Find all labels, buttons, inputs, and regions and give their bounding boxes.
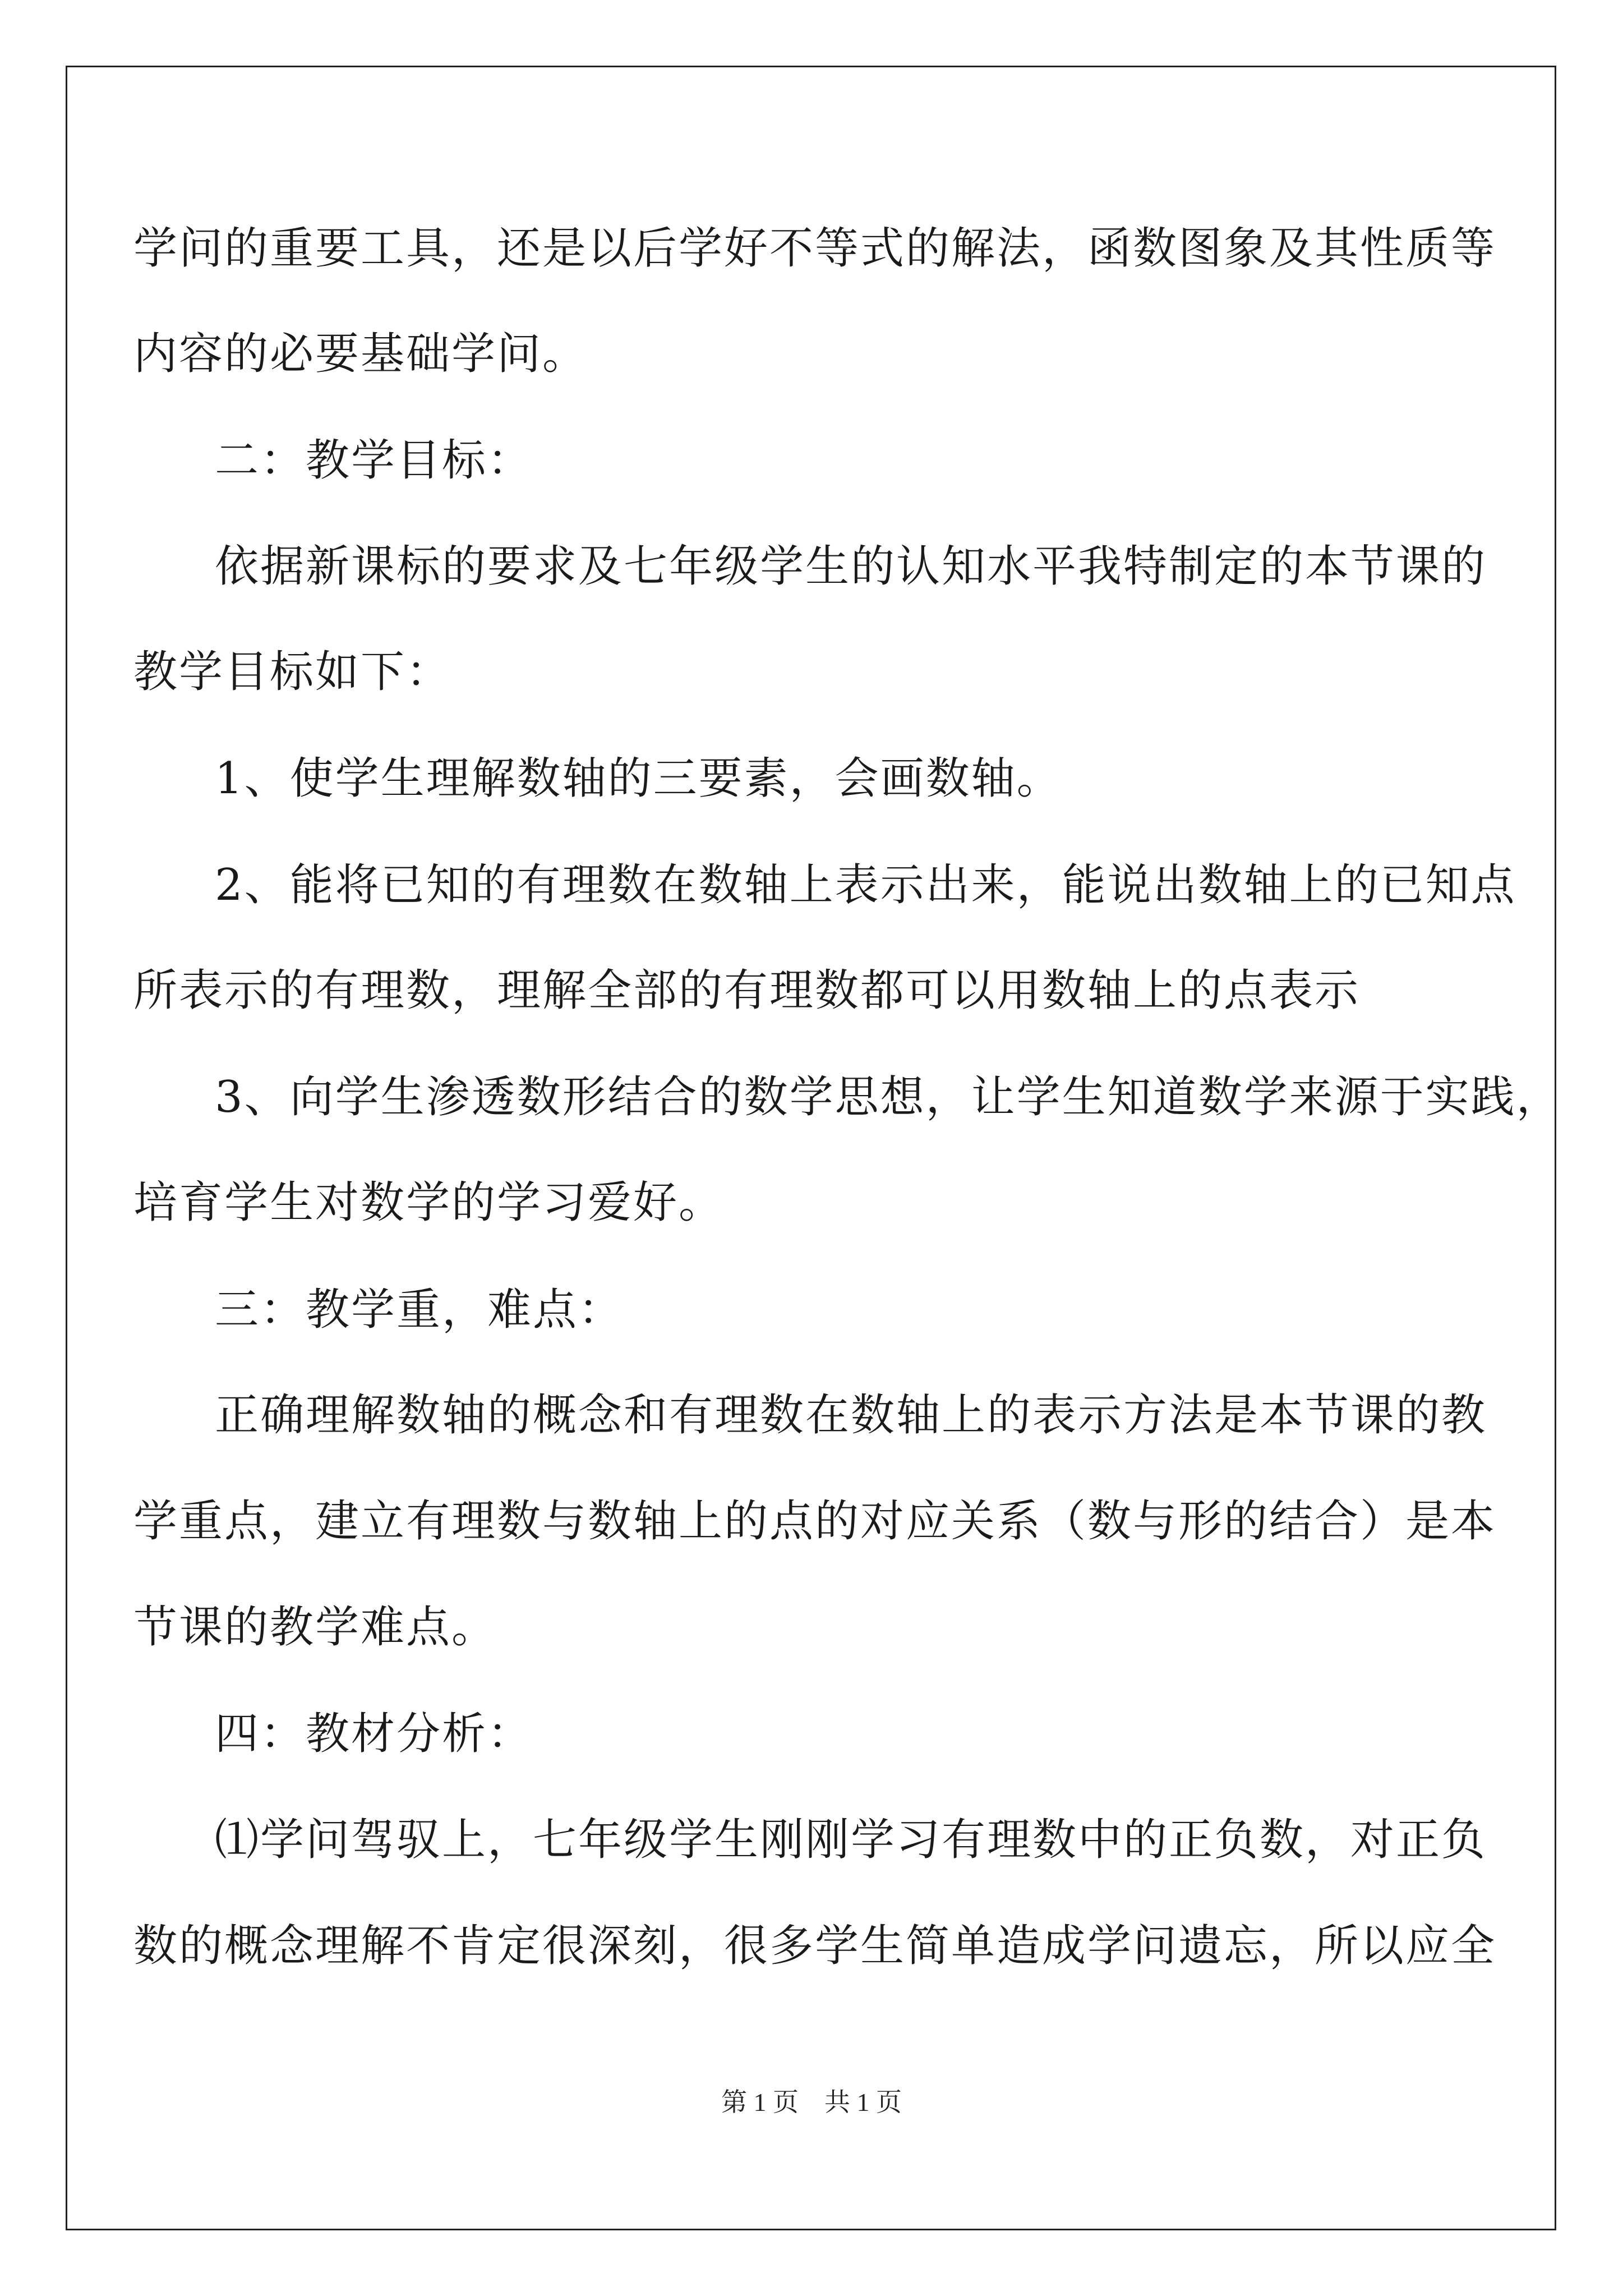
section-heading: 二：教学目标： xyxy=(215,435,533,486)
text-line: 所表示的有理数，理解全部的有理数都可以用数轴上的点表示 xyxy=(133,965,1361,1016)
list-item: 3、向学生渗透数形结合的数学思想，让学生知道数学来源于实践， xyxy=(215,1072,1562,1122)
text-line: 数的概念理解不肯定很深刻，很多学生简单造成学问遗忘，所以应全 xyxy=(133,1921,1497,1971)
page-border xyxy=(66,66,1556,2230)
list-item: 1、使学生理解数轴的三要素，会画数轴。 xyxy=(215,753,1062,804)
text-line: 培育学生对数学的学习爱好。 xyxy=(133,1177,725,1228)
text-line: 教学目标如下： xyxy=(133,647,452,697)
text-line: 正确理解数轴的概念和有理数在数轴上的表示方法是本节课的教 xyxy=(215,1390,1487,1441)
list-item: 2、能将已知的有理数在数轴上表示出来，能说出数轴上的已知点 xyxy=(215,860,1516,910)
text-line: 内容的必要基础学问。 xyxy=(133,329,588,379)
text-line: 学重点，建立有理数与数轴上的点的对应关系（数与形的结合）是本 xyxy=(133,1496,1497,1547)
text-line: ⑴学问驾驭上，七年级学生刚刚学习有理数中的正负数，对正负 xyxy=(215,1815,1487,1865)
text-line: 节课的教学难点。 xyxy=(133,1602,497,1653)
text-line: 学问的重要工具，还是以后学好不等式的解法，函数图象及其性质等 xyxy=(133,223,1497,274)
section-heading: 四：教材分析： xyxy=(215,1709,533,1759)
section-heading: 三：教学重，难点： xyxy=(215,1285,624,1335)
text-line: 依据新课标的要求及七年级学生的认知水平我特制定的本节课的 xyxy=(215,541,1487,592)
page-number: 第 1 页 共 1 页 xyxy=(721,2088,902,2116)
